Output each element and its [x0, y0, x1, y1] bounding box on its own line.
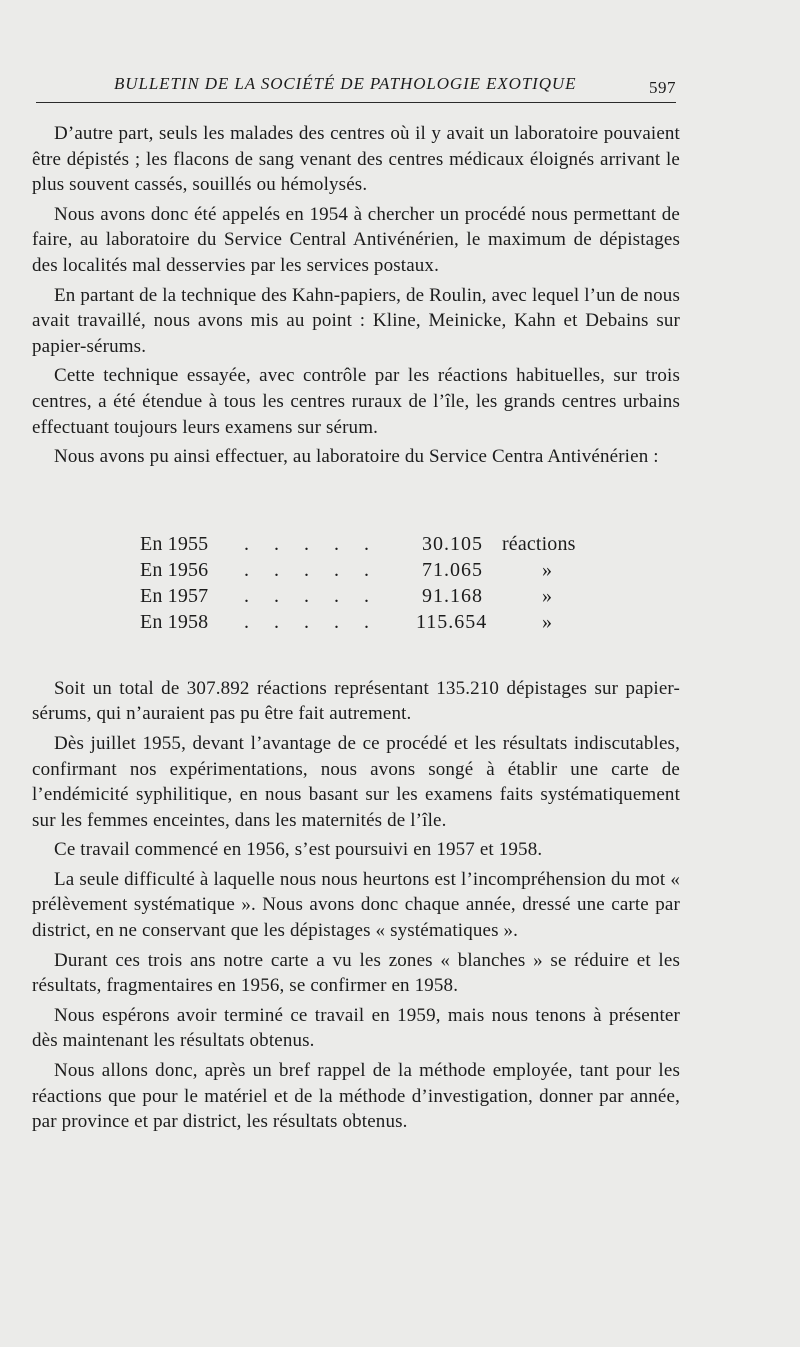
article-body [32, 121, 680, 1135]
table-row [140, 584, 600, 610]
year-label: En 1957 [140, 584, 209, 607]
reactions-table [32, 532, 680, 648]
paragraph: En partant de la technique des Kahn-papiers, de Roulin, avec lequel l’un de nous avait travaillé, nous avons mis au point : Kline, Meinicke, Kahn et Debains sur papier-sérums. [32, 284, 680, 357]
year-label: En 1956 [140, 558, 209, 581]
paragraph: Cette technique essayée, avec contrôle par les réactions habituelles, sur trois centres, a été étendue à tous les centres ruraux de l’île, les grands centres urbains effectuant toujours leurs examens sur sérum. [32, 365, 680, 438]
year-label: En 1955 [140, 532, 209, 555]
table-row [140, 558, 600, 584]
reaction-count: 71.065 [422, 558, 483, 581]
leader-dots: . . . . . [244, 532, 379, 555]
running-title: BULLETIN DE LA SOCIÉTÉ DE PATHOLOGIE EXOTIQUE [114, 74, 577, 93]
reaction-count: 30.105 [422, 532, 483, 555]
paragraph: Ce travail commencé en 1956, s’est poursuivi en 1957 et 1958. [54, 839, 543, 861]
reaction-count: 91.168 [422, 584, 483, 607]
reaction-count: 115.654 [416, 610, 488, 633]
ditto-mark: » [542, 584, 553, 607]
paragraph: Soit un total de 307.892 réactions représentant 135.210 dépistages sur papier-sérums, qui n’auraient pas pu être fait autrement. [32, 677, 680, 725]
leader-dots: . . . . . [244, 558, 379, 581]
year-label: En 1958 [140, 610, 209, 633]
page-number: 597 [649, 78, 676, 97]
paragraph: Nous allons donc, après un bref rappel de la méthode employée, tant pour les réactions que pour le matériel et de la méthode d’investigation, donner par année, par province et par district, les résultats obtenus. [32, 1060, 680, 1133]
unit-label: réactions [502, 532, 576, 555]
table-row [140, 532, 600, 558]
paragraph: Nous avons donc été appelés en 1954 à chercher un procédé nous permettant de faire, au laboratoire du Service Central Antivénérien, le maximum de dépistages des localités mal desservies par les services postaux. [32, 203, 680, 276]
paragraph: Nous espérons avoir terminé ce travail en 1959, mais nous tenons à présenter dès maintenant les résultats obtenus. [32, 1004, 680, 1052]
ditto-mark: » [542, 610, 553, 633]
paragraph: La seule difficulté à laquelle nous nous heurtons est l’incompréhension du mot « prélèvement systématique ». Nous avons donc chaque année, dressé une carte par district, en ne conservant que les dépistages « systématiques ». [32, 868, 680, 942]
leader-dots: . . . . . [244, 610, 379, 633]
page-header [36, 74, 676, 102]
paragraph: Dès juillet 1955, devant l’avantage de ce procédé et les résultats indiscutables, confirmant nos expérimentations, nous avons songé à établir une carte de l’endémicité syphilitique, en nous basant sur les examens faits systématiquement sur les femmes enceintes, dans les maternités de l’île. [32, 732, 680, 831]
paragraph: Durant ces trois ans notre carte a vu les zones « blanches » se réduire et les résultats, fragmentaires en 1956, se confirmer en 1958. [32, 949, 680, 997]
ditto-mark: » [542, 558, 553, 581]
paragraph: Nous avons pu ainsi effectuer, au laboratoire du Service Centra Antivénérien : [54, 446, 659, 468]
table-row [140, 610, 600, 636]
leader-dots: . . . . . [244, 584, 379, 607]
paragraph: D’autre part, seuls les malades des centres où il y avait un laboratoire pouvaient être dépistés ; les flacons de sang venant des centres médicaux éloignés arrivant le plus souvent cassés, souillés ou hémolysés. [32, 123, 680, 196]
header-rule [36, 102, 676, 103]
